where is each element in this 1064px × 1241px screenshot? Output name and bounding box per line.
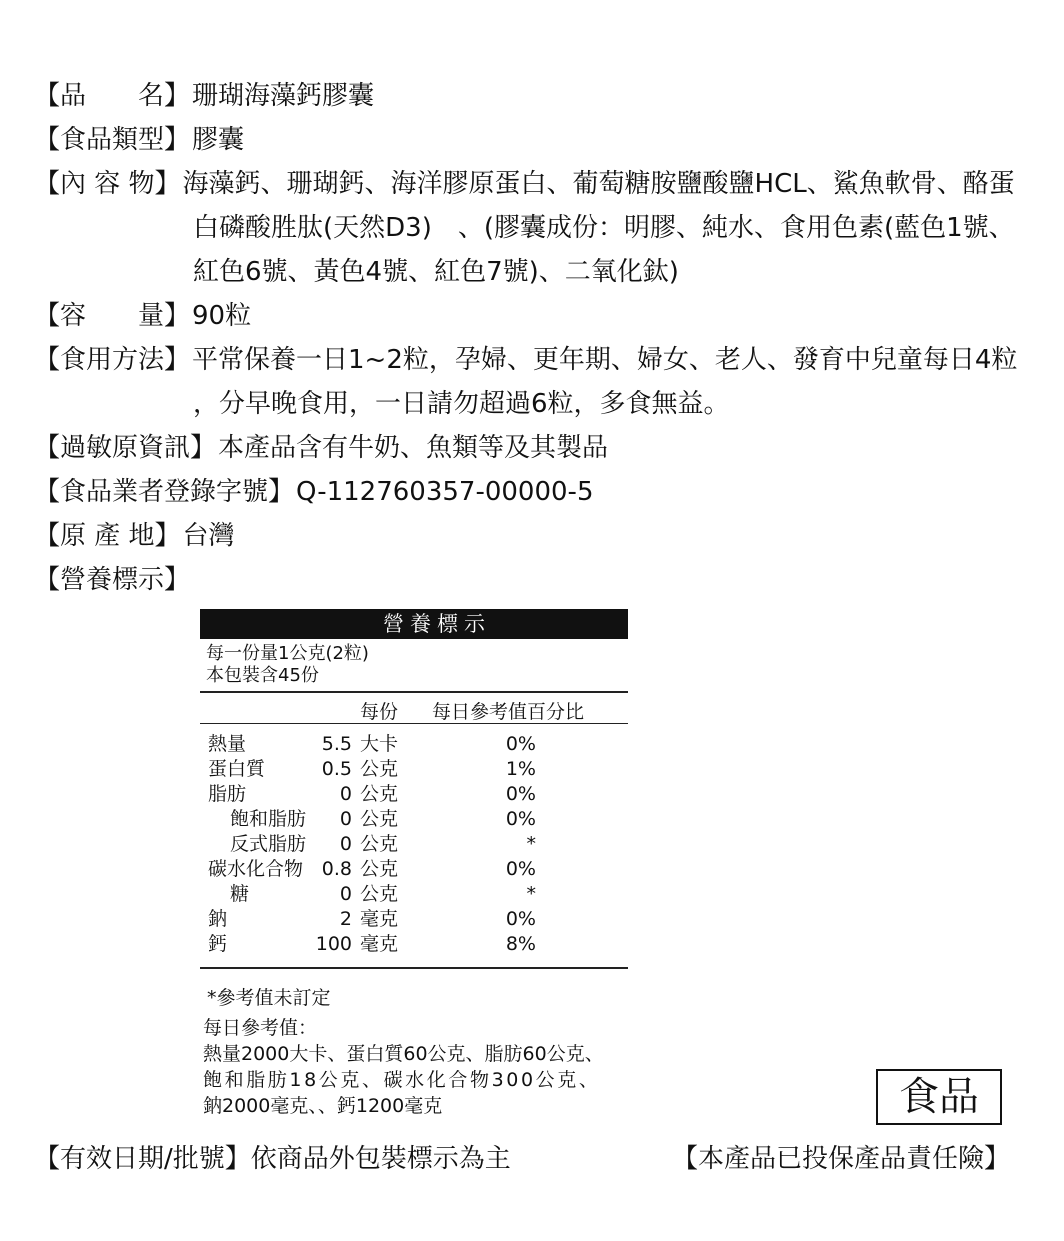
nutrition-title: 營養標示 xyxy=(200,609,628,639)
nutrient-row xyxy=(200,907,628,932)
nutrient-row xyxy=(200,832,628,857)
contents-line-1: 海藻鈣、珊瑚鈣、海洋膠原蛋白、葡萄糖胺鹽酸鹽HCL、鯊魚軟骨、酪蛋 xyxy=(182,169,1015,199)
origin-value: 台灣 xyxy=(182,521,235,551)
usage-label: 【食用方法】 xyxy=(34,345,191,375)
nutrient-unit: 公克 xyxy=(360,808,399,830)
nutrient-row xyxy=(200,857,628,882)
reference-not-established-note: *參考值未訂定 xyxy=(207,987,331,1009)
nutrient-name: 脂肪 xyxy=(208,783,247,805)
product-name-label: 【品 名】 xyxy=(34,81,191,111)
volume-row xyxy=(34,294,251,338)
allergen-value: 本產品含有牛奶、魚類等及其製品 xyxy=(218,433,609,463)
nutrient-daily-pct: 0% xyxy=(505,733,536,755)
nutrient-daily-pct: 0% xyxy=(505,808,536,830)
food-badge: 食品 xyxy=(876,1069,1002,1125)
usage-line-1: 平常保養一日1~2粒，孕婦、更年期、婦女、老人、發育中兒童每日4粒 xyxy=(192,345,1018,375)
nutrient-unit: 公克 xyxy=(360,858,399,880)
nutrient-unit: 公克 xyxy=(360,833,399,855)
registration-value: Q-112760357-00000-5 xyxy=(296,477,594,507)
nutrient-unit: 公克 xyxy=(360,883,399,905)
nutrient-name: 熱量 xyxy=(208,733,247,755)
nutrient-amount: 0.8 xyxy=(321,858,352,880)
col-per-serving: 每份 xyxy=(360,701,399,723)
nutrient-daily-pct: 0% xyxy=(505,783,536,805)
nutrient-row xyxy=(200,932,628,957)
nutrient-daily-pct: 0% xyxy=(505,908,536,930)
nutrient-row xyxy=(200,782,628,807)
nutrient-name: 糖 xyxy=(230,883,250,905)
food-type-row xyxy=(34,118,244,162)
nutrient-row xyxy=(200,732,628,757)
contents-line-2: 白磷酸胜肽(天然D3) 、(膠囊成份：明膠、純水、食用色素(藍色1號、 xyxy=(193,213,1015,243)
divider xyxy=(200,967,628,969)
nutrient-daily-pct: * xyxy=(526,883,536,905)
nutrient-amount: 0 xyxy=(339,883,352,905)
volume-value: 90粒 xyxy=(192,301,252,331)
col-daily-value: 每日參考值百分比 xyxy=(432,701,585,723)
nutrient-daily-pct: 1% xyxy=(505,758,536,780)
food-type-value: 膠囊 xyxy=(192,125,245,155)
daily-reference-line-2: 飽和脂肪18公克、碳水化合物300公克、 xyxy=(203,1069,601,1091)
serving-size: 每一份量1公克(2粒) xyxy=(206,643,369,664)
nutrition-column-header xyxy=(200,693,628,723)
usage-row xyxy=(34,338,1017,382)
servings-per-package: 本包裝含45份 xyxy=(206,665,319,686)
insurance-note: 【本產品已投保產品責任險】 xyxy=(672,1144,1011,1174)
serving-info xyxy=(200,639,628,687)
contents-line-3: 紅色6號、黃色4號、紅色7號)、二氧化鈦) xyxy=(193,257,679,287)
nutrient-daily-pct: * xyxy=(526,833,536,855)
daily-reference-line-1: 熱量2000大卡、蛋白質60公克、脂肪60公克、 xyxy=(203,1043,604,1065)
nutrient-row xyxy=(200,807,628,832)
origin-label: 【原 產 地】 xyxy=(34,521,181,551)
nutrient-name: 蛋白質 xyxy=(208,758,266,780)
nutrient-amount: 0 xyxy=(339,783,352,805)
nutrient-unit: 毫克 xyxy=(360,933,399,955)
nutrient-daily-pct: 0% xyxy=(505,858,536,880)
nutrient-amount: 5.5 xyxy=(321,733,352,755)
nutrient-amount: 0 xyxy=(339,808,352,830)
expiry-note: 【有效日期/批號】依商品外包裝標示為主 xyxy=(34,1144,511,1174)
nutrition-rows xyxy=(200,724,628,957)
contents-label: 【內 容 物】 xyxy=(34,169,181,199)
nutrient-unit: 毫克 xyxy=(360,908,399,930)
nutrient-amount: 100 xyxy=(315,933,352,955)
nutrient-name: 反式脂肪 xyxy=(230,833,307,855)
nutrient-amount: 0 xyxy=(339,833,352,855)
registration-row xyxy=(34,470,593,514)
allergen-label: 【過敏原資訊】 xyxy=(34,433,217,463)
nutrient-name: 鈉 xyxy=(208,908,228,930)
product-name-value: 珊瑚海藻鈣膠囊 xyxy=(192,81,375,111)
nutrient-name: 鈣 xyxy=(208,933,228,955)
nutrient-row xyxy=(200,757,628,782)
food-type-label: 【食品類型】 xyxy=(34,125,191,155)
nutrient-unit: 大卡 xyxy=(360,733,399,755)
origin-row xyxy=(34,514,235,558)
product-name-row xyxy=(34,74,374,118)
volume-label: 【容 量】 xyxy=(34,301,191,331)
nutrition-section-label: 【營養標示】 xyxy=(34,565,191,595)
nutrient-name: 碳水化合物 xyxy=(208,858,304,880)
contents-row xyxy=(34,162,1015,206)
nutrition-facts-panel xyxy=(200,609,628,969)
daily-reference-title: 每日參考值： xyxy=(203,1017,318,1039)
registration-label: 【食品業者登錄字號】 xyxy=(34,477,295,507)
nutrient-row xyxy=(200,882,628,907)
nutrient-daily-pct: 8% xyxy=(505,933,536,955)
allergen-row xyxy=(34,426,608,470)
usage-line-2: ，分早晚食用，一日請勿超過6粒，多食無益。 xyxy=(193,389,730,419)
nutrient-amount: 2 xyxy=(339,908,352,930)
nutrient-name: 飽和脂肪 xyxy=(230,808,307,830)
nutrient-unit: 公克 xyxy=(360,783,399,805)
nutrient-amount: 0.5 xyxy=(321,758,352,780)
nutrient-unit: 公克 xyxy=(360,758,399,780)
daily-reference-line-3: 鈉2000毫克、、鈣1200毫克 xyxy=(203,1095,443,1117)
